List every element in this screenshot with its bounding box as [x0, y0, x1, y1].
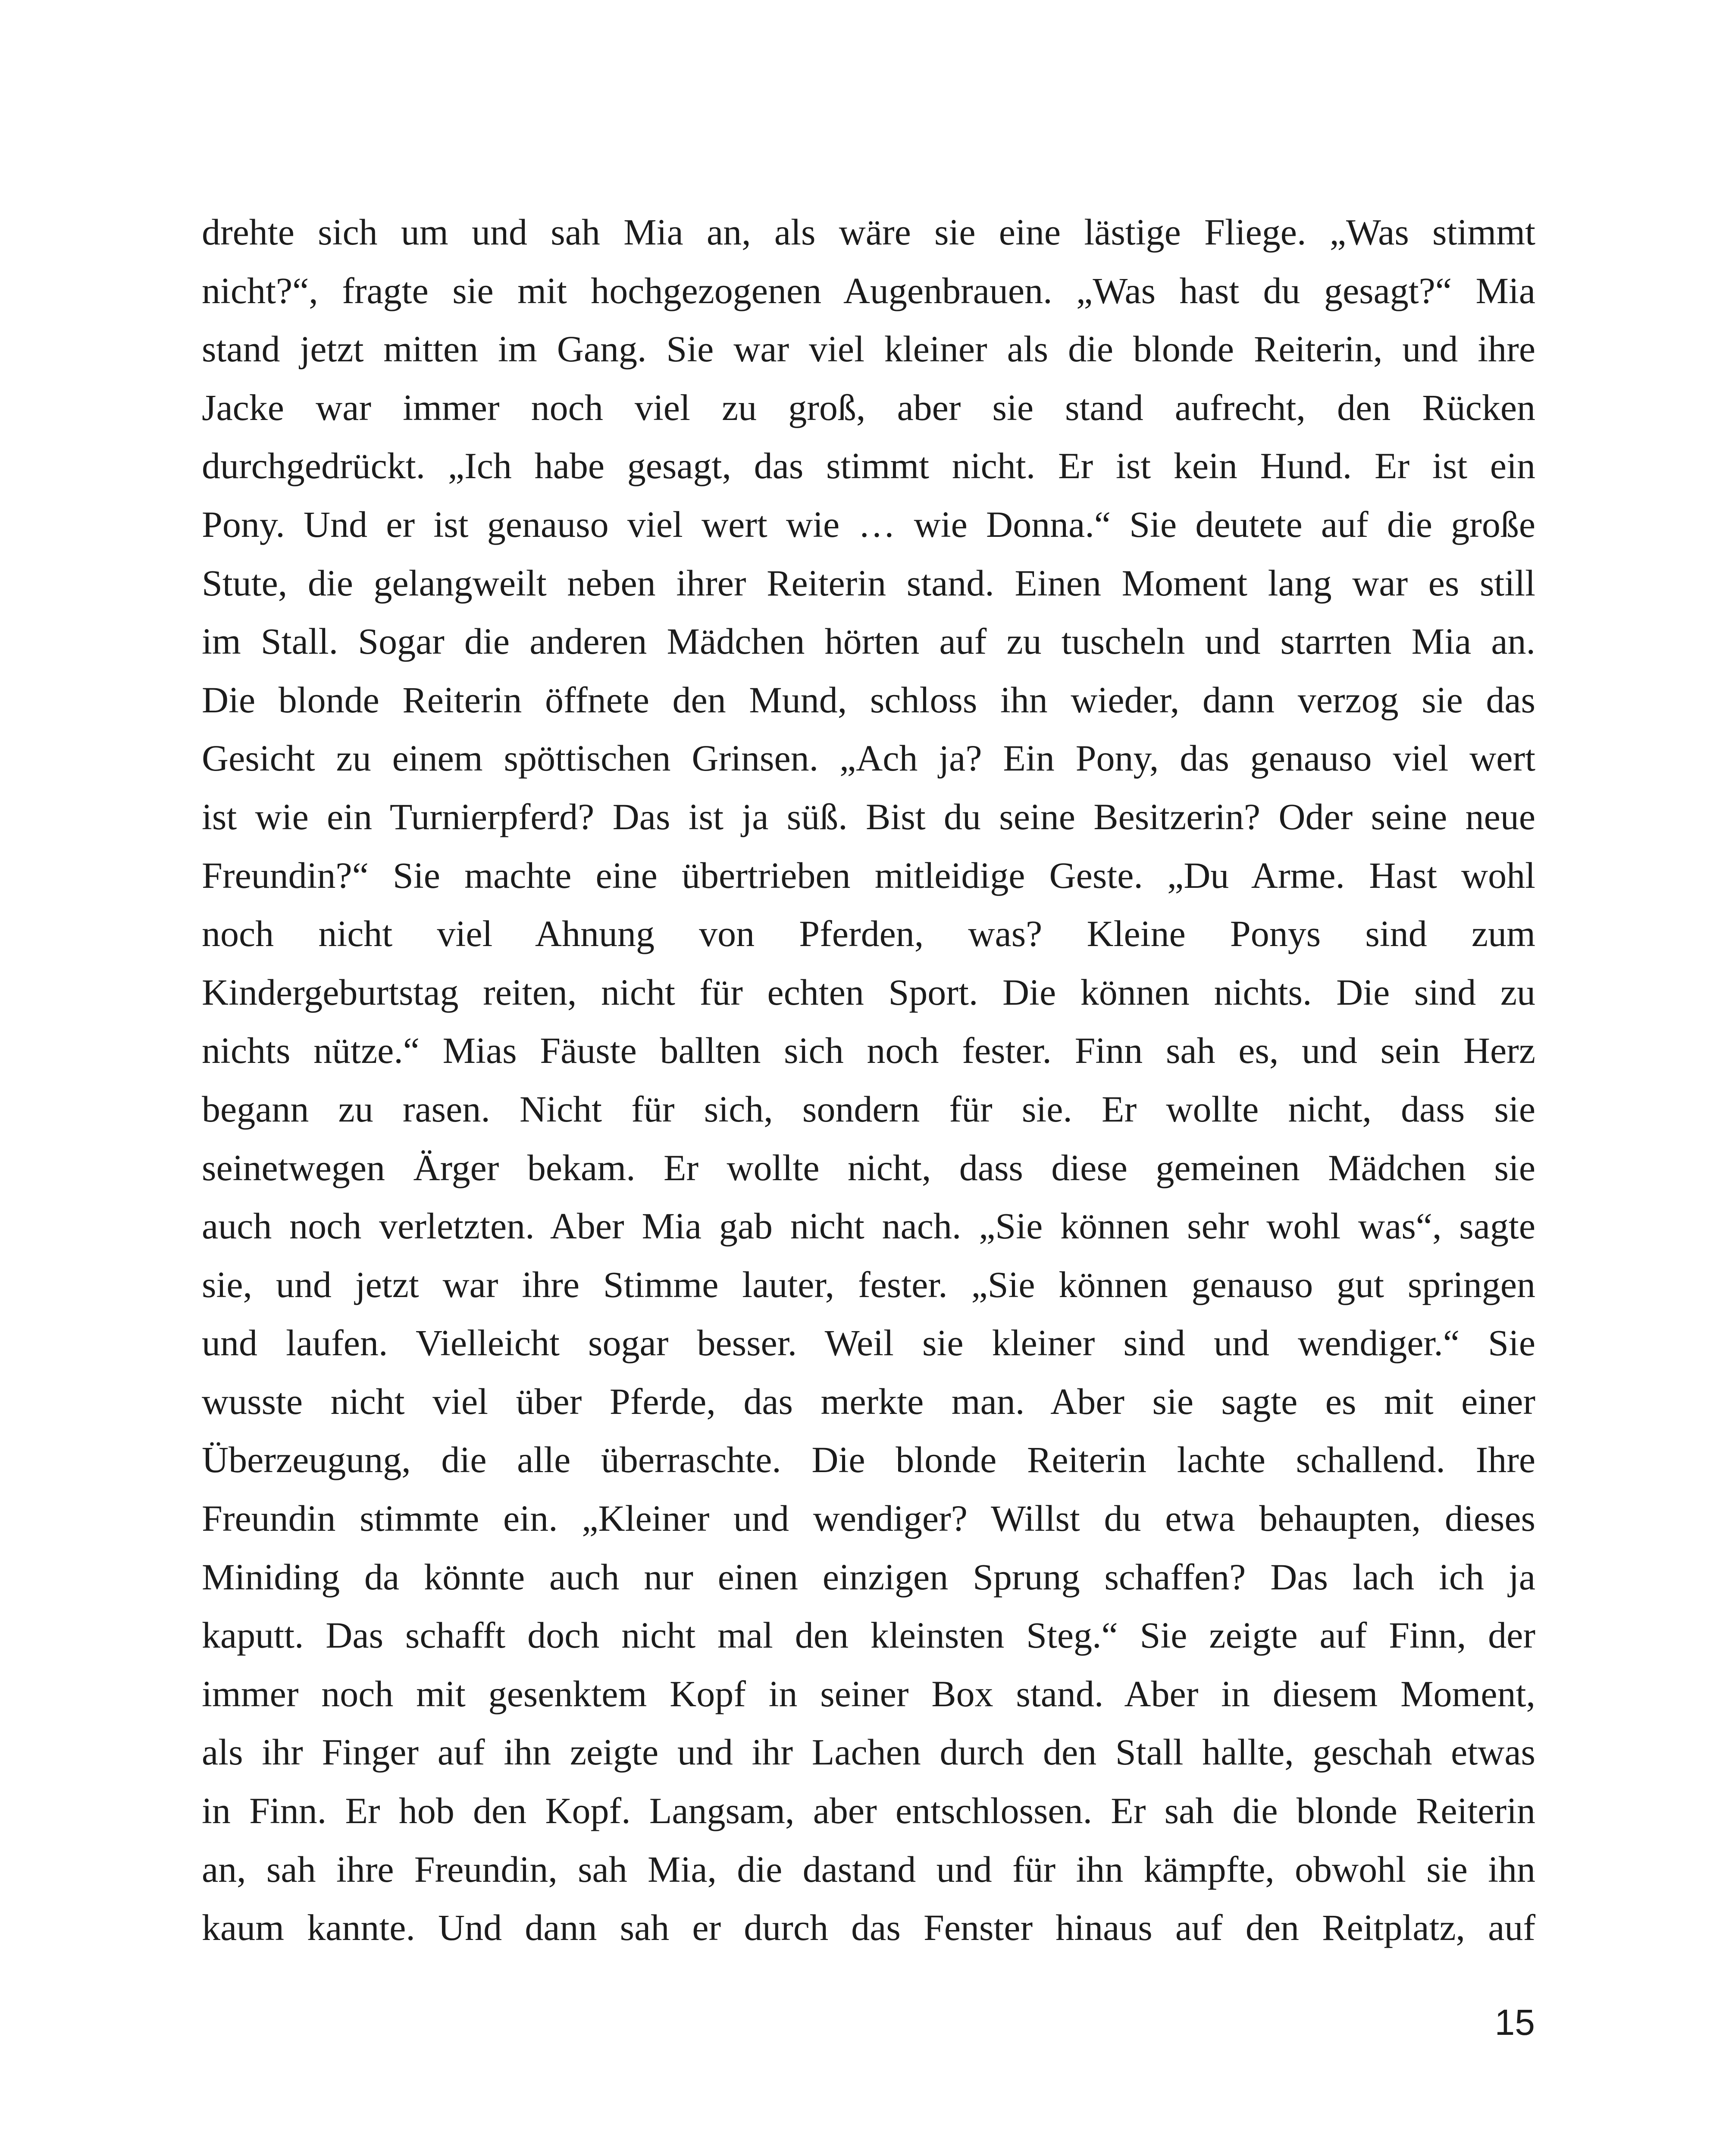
text-line: an, sah ihre Freundin, sah Mia, die dastand und für ihn kämpfte, obwohl sie ihn — [202, 1848, 1535, 1890]
text-line: Gesicht zu einem spöttischen Grinsen. „Ach ja? Ein Pony, das genauso viel wert — [202, 737, 1535, 779]
text-line: Miniding da könnte auch nur einen einzigen Sprung schaffen? Das lach ich ja — [202, 1556, 1535, 1598]
text-line: wusste nicht viel über Pferde, das merkte man. Aber sie sagte es mit einer — [202, 1380, 1535, 1422]
text-line: Stute, die gelangweilt neben ihrer Reiterin stand. Einen Moment lang war es still — [202, 562, 1535, 604]
text-line: kaum kannte. Und dann sah er durch das Fenster hinaus auf den Reitplatz, auf — [202, 1907, 1535, 1949]
text-line: Kindergeburtstag reiten, nicht für echten Sport. Die können nichts. Die sind zu — [202, 971, 1535, 1013]
text-line: als ihr Finger auf ihn zeigte und ihr Lachen durch den Stall hallte, geschah etwas — [202, 1731, 1535, 1773]
text-line: immer noch mit gesenktem Kopf in seiner Box stand. Aber in diesem Moment, — [202, 1673, 1535, 1714]
text-line: noch nicht viel Ahnung von Pferden, was? Kleine Ponys sind zum — [202, 913, 1535, 955]
text-line: und laufen. Vielleicht sogar besser. Weil sie kleiner sind und wendiger.“ Sie — [202, 1322, 1535, 1364]
text-line: drehte sich um und sah Mia an, als wäre sie eine lästige Fliege. „Was stimmt — [202, 211, 1535, 253]
text-line: Die blonde Reiterin öffnete den Mund, schloss ihn wieder, dann verzog sie das — [202, 679, 1535, 721]
body-text — [202, 203, 1535, 1957]
text-line: im Stall. Sogar die anderen Mädchen hörten auf zu tuscheln und starrten Mia an. — [202, 620, 1535, 662]
text-line: Freundin?“ Sie machte eine übertrieben mitleidige Geste. „Du Arme. Hast wohl — [202, 854, 1535, 896]
text-line: in Finn. Er hob den Kopf. Langsam, aber entschlossen. Er sah die blonde Reiterin — [202, 1790, 1535, 1832]
text-line: sie, und jetzt war ihre Stimme lauter, fester. „Sie können genauso gut springen — [202, 1263, 1535, 1305]
page-number: 15 — [1494, 2002, 1535, 2043]
text-line: Jacke war immer noch viel zu groß, aber sie stand aufrecht, den Rücken — [202, 386, 1535, 428]
text-line: Freundin stimmte ein. „Kleiner und wendiger? Willst du etwa behaupten, dieses — [202, 1498, 1535, 1539]
text-line: kaputt. Das schafft doch nicht mal den kleinsten Steg.“ Sie zeigte auf Finn, der — [202, 1614, 1535, 1656]
text-line: begann zu rasen. Nicht für sich, sondern für sie. Er wollte nicht, dass sie — [202, 1088, 1535, 1130]
text-line: auch noch verletzten. Aber Mia gab nicht nach. „Sie können sehr wohl was“, sagte — [202, 1205, 1535, 1247]
text-line: seinetwegen Ärger bekam. Er wollte nicht, dass diese gemeinen Mädchen sie — [202, 1147, 1535, 1188]
text-line: Pony. Und er ist genauso viel wert wie … wie Donna.“ Sie deutete auf die große — [202, 503, 1535, 545]
text-line: stand jetzt mitten im Gang. Sie war viel kleiner als die blonde Reiterin, und ihre — [202, 328, 1535, 370]
text-line: ist wie ein Turnierpferd? Das ist ja süß. Bist du seine Besitzerin? Oder seine neue — [202, 796, 1535, 837]
text-line: durchgedrückt. „Ich habe gesagt, das stimmt nicht. Er ist kein Hund. Er ist ein — [202, 445, 1535, 487]
text-line: Überzeugung, die alle überraschte. Die blonde Reiterin lachte schallend. Ihre — [202, 1439, 1535, 1481]
text-line: nichts nütze.“ Mias Fäuste ballten sich noch fester. Finn sah es, und sein Herz — [202, 1030, 1535, 1072]
text-line: nicht?“, fragte sie mit hochgezogenen Augenbrauen. „Was hast du gesagt?“ Mia — [202, 270, 1535, 311]
